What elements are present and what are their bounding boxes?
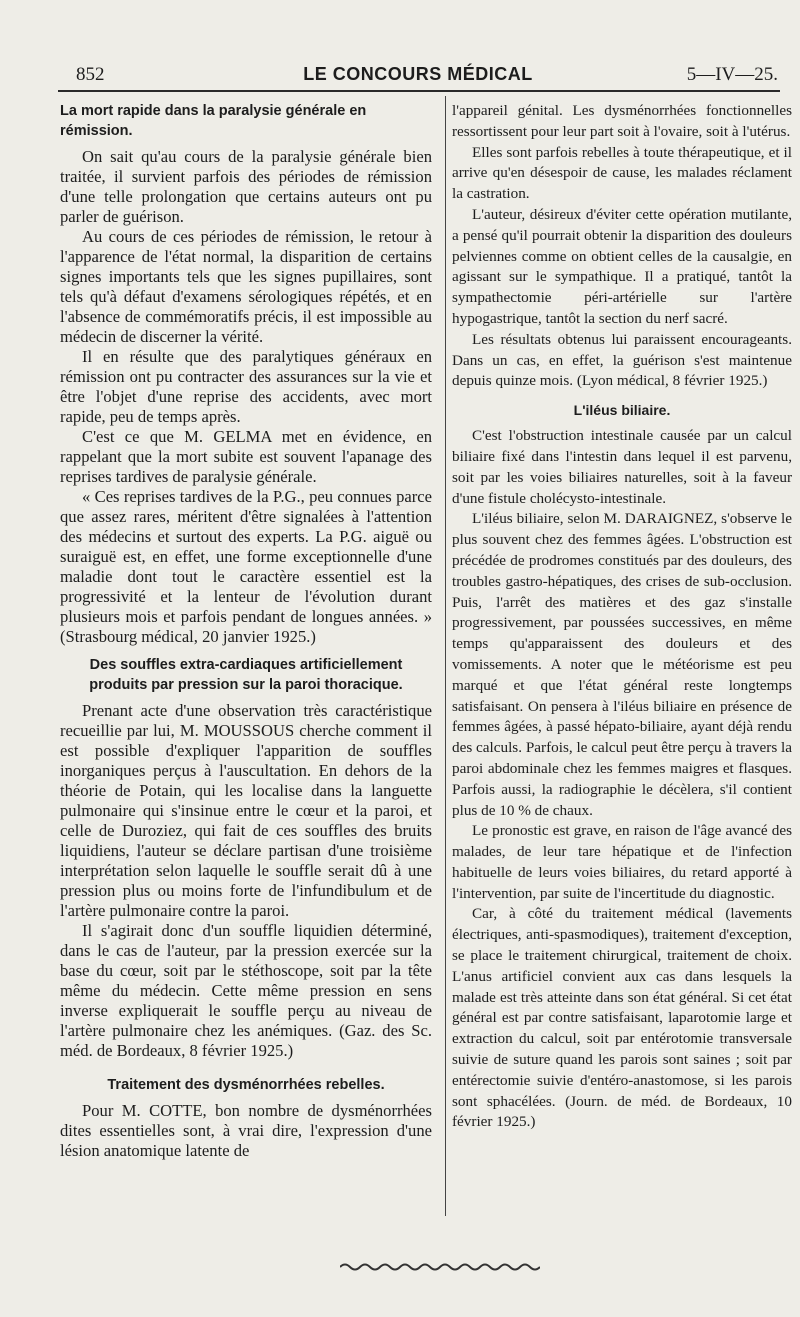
article-paragraph: On sait qu'au cours de la paralysie générale bien traitée, il survient parfois des périodes de rémission d'une telle prolongation que certains auteurs ont pu parler de guérison. — [60, 147, 432, 226]
article-paragraph: C'est l'obstruction intestinale causée par un calcul biliaire fixé dans l'intestin dans lequel il est parvenu, soit par les voies biliaires naturelles, soit à la faveur d'une fistule cholécysto-intestinale. — [452, 427, 792, 507]
issue-date: 5—IV—25. — [686, 64, 778, 85]
article-paragraph: Elles sont parfois rebelles à toute thérapeutique, et il arrive qu'en désespoir de cause, les malades réclament la castration. — [452, 143, 792, 203]
article-heading-dysmenorrhees: Traitement des dysménorrhées rebelles. — [107, 1077, 385, 1093]
article-paragraph: Pour M. COTTE, bon nombre de dysménorrhées dites essentielles sont, à vrai dire, l'expression d'une lésion anatomique latente de — [60, 1101, 432, 1160]
article-paragraph: Il s'agirait donc d'un souffle liquidien déterminé, dans le cas de l'auteur, par la pression exercée sur la base du cœur, soit par le stéthoscope, soit par la tête même du médecin. Cette même pression en sens inverse expliquerait le souffle perçu au niveau de l'artère pulmonaire chez les anémiques. (Gaz. des Sc. méd. de Bordeaux, 8 février 1925.) — [60, 921, 432, 1060]
article-paragraph: Les résultats obtenus lui paraissent encourageants. Dans un cas, en effet, la guérison s'est maintenue depuis quinze mois. (Lyon médical, 8 février 1925.) — [452, 330, 792, 390]
article-paragraph-continued: l'appareil génital. Les dysménorrhées fonctionnelles ressortissent pour leur part soit à l'ovaire, soit à l'utérus. — [452, 102, 792, 140]
article-heading-souffles: Des souffles extra-cardiaques artificiellement produits par pression sur la paroi thoracique. — [89, 657, 403, 693]
article-paragraph: « Ces reprises tardives de la P.G., peu connues parce que assez rares, méritent d'être signalées à l'attention des médecins et surtout des experts. La P.G. aiguë ou suraiguë est, en effet, une forme exceptionnelle d'une maladie dont tout le caractère essentiel est la progressivité et la lenteur de l'évolution durant plusieurs mois et parfois pendant de longues années. » (Strasbourg médical, 20 janvier 1925.) — [60, 487, 432, 646]
journal-title: LE CONCOURS MÉDICAL — [303, 64, 533, 84]
end-ornament — [340, 1262, 540, 1272]
article-paragraph: Il en résulte que des paralytiques généraux en rémission ont pu contracter des assurances sur la vie et être l'objet d'une reprise des accidents, avec mort rapide, peu de temps après. — [60, 347, 432, 426]
left-column — [60, 101, 432, 1161]
article-heading-mort-rapide: La mort rapide dans la paralysie générale en rémission. — [60, 103, 367, 139]
article-paragraph: L'auteur, désireux d'éviter cette opération mutilante, a pensé qu'il pourrait obtenir la disparition des douleurs pelviennes comme on obtient celles de la causalgie, en agissant sur le sympathique. Il a pratiqué, tantôt la sympathectomie péri-artérielle sur l'artère hypogastrique, tantôt la section du nerf sacré. — [452, 205, 792, 327]
header-rule — [58, 90, 780, 92]
article-paragraph: Car, à côté du traitement médical (lavements électriques, anti-spasmodiques), traitement d'exception, se place le traitement chirurgical, traitement de choix. L'anus artificiel convient aux cas dans lesquels la malade est très atteinte dans son état général. Si cet état général est par contre satisfaisant, laparotomie large et extraction du calcul, soit par entérotomie transversale suivie de suture quand les parois sont saines ; soit par entérectomie suivie d'entéro-anastomose, si les parois sont sphacélées. (Journ. de méd. de Bordeaux, 10 février 1925.) — [452, 905, 792, 1131]
article-paragraph: Le pronostic est grave, en raison de l'âge avancé des malades, de leur tare hépatique et de l'infection habituelle de leurs voies biliaires, du retard apporté à l'intervention, par suite de l'incertitude du diagnostic. — [452, 822, 792, 902]
right-column — [452, 101, 792, 1133]
column-divider — [445, 96, 446, 1216]
article-paragraph: C'est ce que M. GELMA met en évidence, en rappelant que la mort subite est souvent l'apanage des reprises tardives de paralysie générale. — [60, 427, 432, 486]
page-header — [58, 58, 778, 88]
article-paragraph: L'iléus biliaire, selon M. DARAIGNEZ, s'observe le plus souvent chez des femmes âgées. L'obstruction est précédée de prodromes constitués par des douleurs, des troubles gastro-hépatiques, des crises de sub-occlusion. Puis, l'arrêt des matières et des gaz s'installe progressivement, par poussées successives, en même temps qu'apparaissent des douleurs et des vomissements. A noter que le météorisme est peu marqué et que l'état général reste longtemps satisfaisant. On pensera à l'iléus biliaire en présence de femmes âgées, à passé hépato-biliaire, ayant déjà rendu des calculs. Parfois, le calcul peut être perçu à travers la paroi abdominale chez les femmes maigres et flasques. Parfois aussi, la radiographie le décèlera, s'il contient plus de 10 % de chaux. — [452, 510, 792, 819]
article-paragraph: Prenant acte d'une observation très caractéristique recueillie par lui, M. MOUSSOUS cherche comment il est possible d'expliquer l'apparition de souffles inorganiques perçus à l'auscultation. En dehors de la théorie de Potain, qui les localise dans la languette pulmonaire qui s'insinue entre le cœur et la paroi, et celle de Duroziez, qui fait de ces souffles des bruits liquidiens, l'auteur se déclare partisan d'une troisième interprétation selon laquelle le souffle serait dû à une pression plus ou moins forte de l'infundibulum et de l'artère pulmonaire contre la paroi. — [60, 701, 432, 920]
article-heading-ileus: L'iléus biliaire. — [573, 402, 671, 419]
page-number: 852 — [76, 64, 105, 85]
article-paragraph: Au cours de ces périodes de rémission, le retour à l'apparence de l'état normal, la disparition de certains signes importants tels que les signes pupillaires, sont tels qu'à défaut d'examens sérologiques répétés, et en l'absence de commémoratifs précis, il est impossible au médecin de discerner la vérité. — [60, 227, 432, 346]
